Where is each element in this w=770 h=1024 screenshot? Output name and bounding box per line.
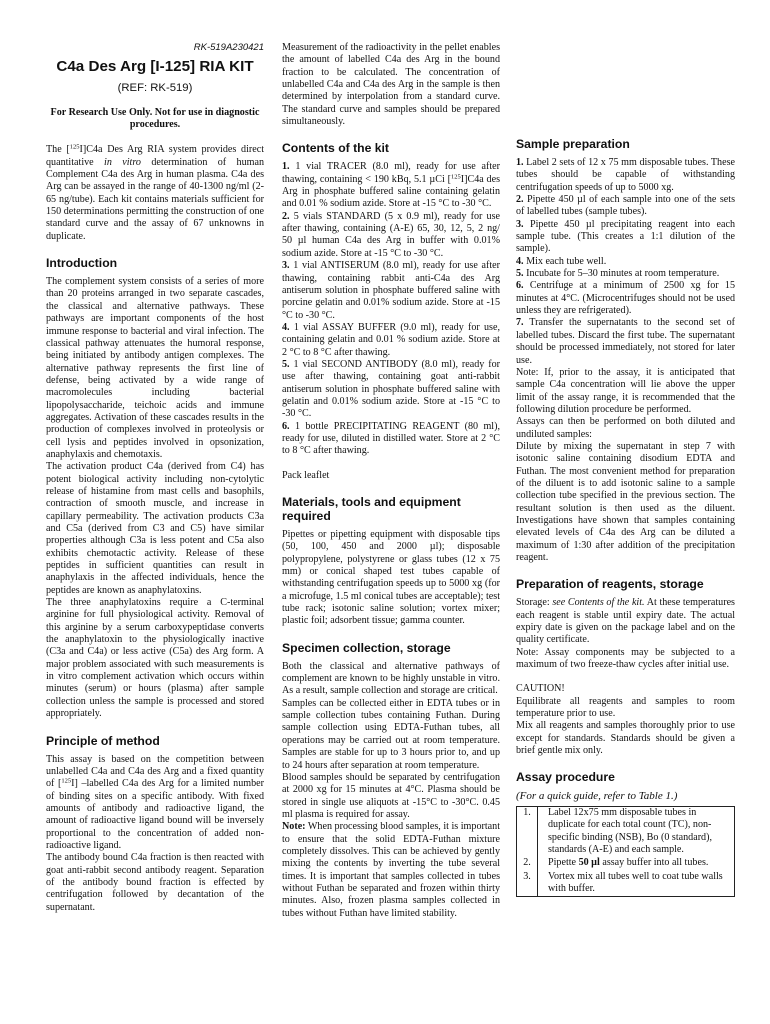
table-row (517, 806, 735, 857)
caution-label: CAUTION! (516, 683, 565, 695)
step-text: Label 12x75 mm disposable tubes in duplicate for each total count (TC), non-specific binding (NSB), Bo (0 standard), standards (A-E) and each sample. (548, 806, 712, 855)
reagent-note: Note: Assay components may be subjected to a maximum of two freeze-thaw cycles after initial use. (516, 646, 735, 671)
column-1 (46, 42, 264, 914)
sample-prep-step: 2. Pipette 450 µl of each sample into one of the sets of labelled tubes (sample tubes). (516, 194, 735, 218)
sample-prep-step: 5. Incubate for 5–30 minutes at room temperature. (516, 268, 720, 280)
document-title: C4a Des Arg [I-125] RIA KIT (56, 58, 254, 76)
sample-prep-step: 3. Pipette 450 µl precipitating reagent into each sample tube. (This creates a 1:1 dilution of the sample). (516, 218, 735, 255)
specimen-note: Note: When processing blood samples, it is important to ensure that the solid EDTA-Futhan mixture completely dissolves. This can be achieved by gently mixing the contents by inverting the tube several times. It is important that samples collected in tubes without Futhan be separated and frozen within thirty minutes. Also, frozen plasma samples collected in tubes without Futhan have limited stability. (282, 821, 500, 919)
document-id: RK-519A230421 (193, 42, 264, 53)
sample-prep-step: 6. Centrifuge at a minimum of 2500 xg for 15 minutes at 4°C. (Microcentrifuges should not be used unless they are refrigerated). (516, 280, 735, 317)
table-row (517, 871, 735, 897)
introduction-paragraph: The complement system consists of a series of more than 20 proteins arranged in two separate cascades, the classical and alternative pathways. These pathways are important components of the host immune response to bacterial and viral infection. The classical pathway attenuates the humoral response, being initiated by antibody antigen complexes. The alternative pathway represents the first line of defense, being activated by a wide range of macromolecules including bacterial lipopolysaccharide, teichoic acids and immune aggregates. Activation of these cascades results in the production of complexes involved in proteolysis or cell lysis and peptides involved in opsonization, anaphylaxis and chemotaxis. (46, 276, 264, 460)
step-text: Pipette 50 µl assay buffer into all tubes. (548, 857, 709, 869)
kit-contents-heading: Contents of the kit (282, 141, 389, 156)
introduction-paragraph: The activation product C4a (derived from C4) has potent biological activity including non-cytolytic release of histamine from mast cells and basophils, contraction of smooth muscle, and increase in capillary permeability. The activation products C3a and C5a (derived from C3 and C5) have similar properties although C3a is less potent and C5a also exhibits chemotactic activity. Release of these peptides in sufficient quantities can result in anaphylaxis in the affected individuals, hence the peptides are known as anaphylatoxins. (46, 461, 264, 596)
step-number: 2. (517, 857, 538, 870)
sample-prep-paragraph: Dilute by mixing the supernatant in step 7 with isotonic saline containing disodium EDTA and Futhan. The most convenient method for preparation of the diluent is to add isotonic saline to a sample collection tube specified in the previous section. The resultant solution is then used as the diluent. Investigations have shown that samples containing elevated levels of C4a des Arg can be diluted a maximum of 1:30 after addition of the precipitation reagent. (516, 440, 735, 563)
research-use-notice: For Research Use Only. Not for use in diagnostic procedures. (50, 106, 260, 131)
storage-paragraph: Storage: see Contents of the kit. At these temperatures each reagent is stable until expiry date. The actual expiry date is given on the package label and on the quality certificate. (516, 597, 735, 646)
step-number: 3. (517, 871, 538, 897)
kit-item: 4. 1 vial ASSAY BUFFER (9.0 ml), ready for use, containing gelatin and 0.01 % sodium azide. Store at 2 °C to 8 °C after thawing. (282, 321, 500, 358)
table-row (517, 857, 735, 870)
kit-item: 1. 1 vial TRACER (8.0 ml), ready for use after thawing, containing < 190 kBq, 5.1 µCi [$^{125}$I]C4a des Arg in phosphate buffered saline containing gelatin and 0.01 % sodium azide. Store at -15 °C to -30 °C. (282, 161, 501, 210)
sample-prep-step: 4. Mix each tube well. (516, 255, 607, 267)
kit-item: 2. 5 vials STANDARD (5 x 0.9 ml), ready for use after thawing, containing (A-E) 65, 30, 12, 5, 2 ng/ 50 µl human C4a des Arg in buffer with 0.01% sodium azide. Store at -15 °C to -30 °C. (282, 210, 500, 259)
principle-paragraph: Measurement of the radioactivity in the pellet enables the amount of labelled C4a des Arg in the bound fraction to be calculated. The concentration of unlabelled C4a and C4a des Arg in the sample is then determined by interpolation from a standard curve. The standard curve and samples should be prepared simultaneously. (282, 42, 500, 128)
principle-heading: Principle of method (46, 733, 160, 748)
kit-item: 5. 1 vial SECOND ANTIBODY (8.0 ml), ready for use after thawing, containing goat anti-rabbit antiserum solution in phosphate buffered saline with gelatin and 0.01% sodium azide. Store at -15 °C to -30 °C. (282, 358, 500, 420)
sample-prep-step: 7. Transfer the supernatants to the second set of labelled tubes. Discard the first tube. The supernatant should be processed immediately, not stored for later use. (516, 317, 735, 366)
specimen-paragraph: Blood samples should be separated by centrifugation at 2000 xg for 15 minutes at 4°C. Plasma should be stored in single use aliquots at -15°C to -30°C. 0.45 ml plasma is required for assay. (282, 771, 500, 820)
column-2 (282, 42, 500, 920)
kit-item: 6. 1 bottle PRECIPITATING REAGENT (80 ml), ready for use, diluted in distilled water. Store at 2 °C to 8 °C after thawing. (282, 420, 500, 457)
introduction-heading: Introduction (46, 256, 118, 271)
step-text: Vortex mix all tubes well to coat tube walls with buffer. (548, 870, 723, 894)
materials-heading: Materials, tools and equipment required (282, 495, 461, 523)
intro-paragraph: The [$^{125}$I]C4a Des Arg RIA system provides direct quantitative in vitro determination of human Complement C4a des Arg in human plasma. C4a des Arg can be assayed in the range of 40-1300 ng/ml (2-65 ng/tube). Each kit contains materials sufficient for 150 determinations permitting the construction of one standard curve and the assay of 67 unknowns in duplicate. (46, 143, 264, 242)
column-3 (516, 42, 735, 897)
kit-item: 3. 1 vial ANTISERUM (8.0 ml), ready for use after thawing, containing rabbit anti-C4a des Arg antiserum solution in phosphate buffered saline with porcine gelatin and 0.01% sodium azide. Store at -15 °C to -30 °C. (282, 260, 500, 321)
sample-prep-note: Note: If, prior to the assay, it is anticipated that sample C4a concentration will lie above the upper limit of the assay range, it is recommended that the following dilution procedure be performed. (516, 366, 735, 415)
introduction-paragraph: The three anaphylatoxins require a C-terminal arginine for full physiological activity. Removal of this arginine by a serum carboxypeptidase converts the anaphylatoxin to the physiologically inactive (C3a and C4a) or less active (C5a) des Arg form. A major problem associated with such measurements is in vitro complement activation which occurs within minutes (serum) or hours (plasma) after sample collection unless the sample is processed and stored appropriately. (46, 597, 264, 720)
principle-paragraph: The antibody bound C4a fraction is then reacted with goat anti-rabbit second antibody reagent. Separation of the antibody bound fraction is effected by centrifugation followed by decantation of the supernatant. (46, 852, 264, 913)
quick-guide-reference: (For a quick guide, refer to Table 1.) (516, 790, 678, 803)
assay-steps-table (516, 806, 735, 897)
sample-prep-heading: Sample preparation (516, 137, 630, 151)
pack-leaflet: Pack leaflet (282, 469, 330, 481)
materials-paragraph: Pipettes or pipetting equipment with disposable tips (50, 100, 450 and 2000 µl); disposable polypropylene, polystyrene or glass tubes (12 x 75 mm) or conical shaped test tubes capable of withstanding centrifugation speeds up to 5000 xg (for a microfuge, 1.5 ml conical tubes are acceptable); test tube rack; isotonic saline solution; vortex mixer; plastic foil; adsorbent tissue; gamma counter. (282, 529, 500, 627)
reference-code: (REF: RK-519) (117, 82, 193, 95)
sample-prep-paragraph: Assays can then be performed on both diluted and undiluted samples: (516, 416, 735, 440)
reagent-prep-heading: Preparation of reagents, storage (516, 577, 704, 592)
caution-text: Mix all reagents and samples thoroughly prior to use except for standards. Standards should be given a brief gentle mix only. (516, 720, 735, 757)
caution-text: Equilibrate all reagents and samples to room temperature prior to use. (516, 695, 735, 720)
step-number: 1. (517, 806, 538, 857)
specimen-paragraph: Samples can be collected either in EDTA tubes or in sample collection tubes containing Futhan. During sample collection using EDTA-Futhan tubes, all operations may be carried out at room temperature. Samples are stable for up to 3 hours prior to, and up to 24 hours after separation at room temperature. (282, 697, 500, 771)
assay-heading: Assay procedure (516, 770, 615, 785)
sample-prep-step: 1. Label 2 sets of 12 x 75 mm disposable tubes. These tubes should be capable of withstanding centrifugation speeds of up to 5000 xg. (516, 157, 735, 193)
specimen-paragraph: Both the classical and alternative pathways of complement are known to be highly unstable in vitro. As a result, sample collection and storage are critical. (282, 660, 500, 697)
specimen-heading: Specimen collection, storage (282, 640, 451, 655)
principle-paragraph: This assay is based on the competition between unlabelled C4a and C4a des Arg and a fixed quantity of [$^{125}$I] –labelled C4a des Arg for a limited number of binding sites on a specific antibody. With fixed amounts of antibody and radioactive ligand, the amount of radioactive ligand bound will be inversely proportional to the concentration of added non-radioactive ligand. (46, 753, 264, 851)
